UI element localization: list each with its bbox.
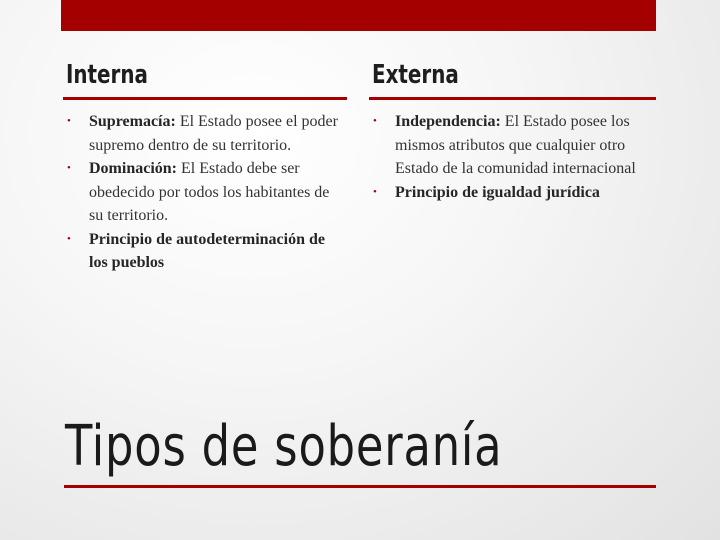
list-item-supremacia [64, 110, 346, 157]
bullet-icon: • [67, 162, 71, 174]
term-autodeterminacion: Principio de autodeterminación de los pueblos [89, 230, 325, 271]
bullet-icon: • [373, 115, 377, 127]
interna-bullet-list [64, 110, 346, 275]
bullet-icon: • [373, 185, 377, 198]
list-item-independencia [370, 110, 655, 181]
bullet-icon: • [67, 115, 71, 127]
bullet-icon: • [67, 232, 71, 245]
heading-interna: Interna [66, 60, 148, 90]
term-independencia: Independencia: [395, 113, 501, 130]
list-item-dominacion [64, 157, 346, 228]
externa-bullet-list [370, 110, 655, 204]
top-accent-bar [61, 0, 656, 31]
term-dominacion: Dominación: [89, 160, 177, 177]
term-igualdad-juridica: Principio de igualdad jurídica [395, 183, 600, 201]
text-dominacion: El Estado debe ser obedecido por todos los habitantes de su territorio. [89, 160, 330, 224]
heading-externa: Externa [372, 60, 459, 90]
term-supremacia: Supremacía: [89, 113, 176, 130]
heading-interna-underline [63, 97, 347, 100]
list-item-autodeterminacion [64, 228, 346, 275]
text-independencia: El Estado posee los mismos atributos que cualquier otro Estado de la comunidad internacional [395, 113, 636, 177]
heading-externa-underline [369, 97, 656, 100]
title-underline [64, 485, 656, 488]
slide-title: Tipos de soberanía [65, 414, 503, 479]
list-item-igualdad-juridica [370, 181, 655, 205]
text-supremacia: El Estado posee el poder supremo dentro de su territorio. [89, 113, 338, 154]
